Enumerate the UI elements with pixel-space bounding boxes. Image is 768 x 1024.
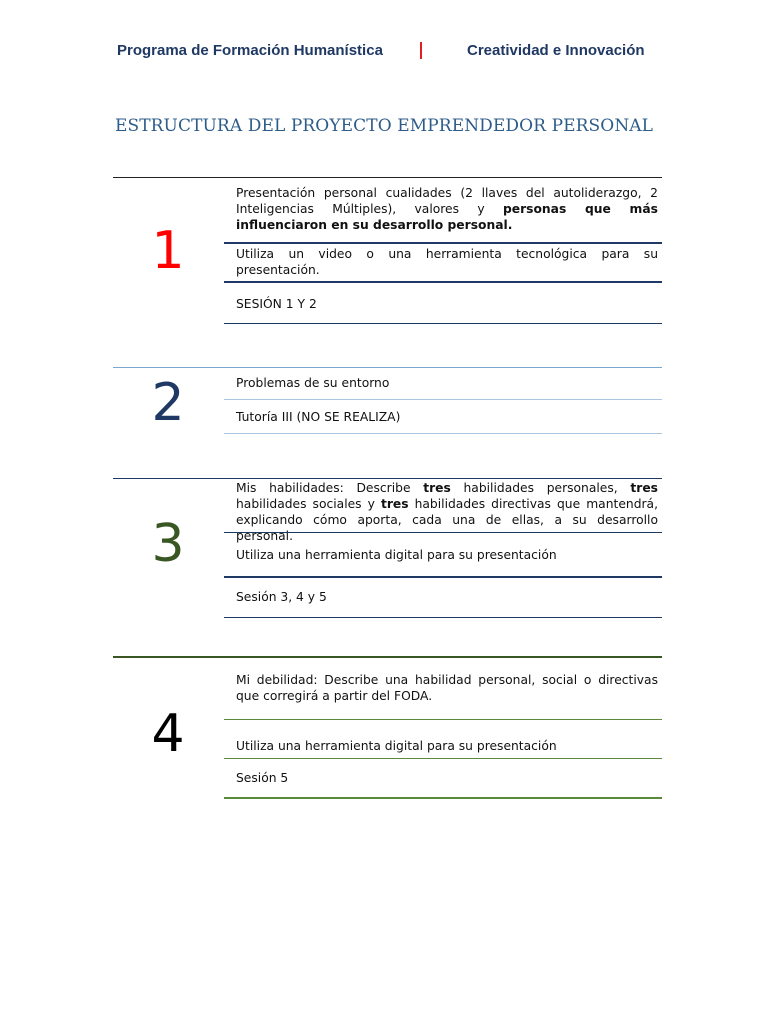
section-description: Problemas de su entorno bbox=[236, 376, 390, 390]
divider bbox=[224, 758, 662, 759]
divider bbox=[113, 367, 662, 368]
header-course-title: Creatividad e Innovación bbox=[467, 42, 645, 59]
divider bbox=[113, 478, 662, 479]
description-text: Presentación personal cualidades (2 llaves del autoliderazgo, 2 Inteligencias Múltiples), valores y bbox=[236, 186, 658, 216]
section-tool: Utiliza una herramienta digital para su presentación bbox=[236, 548, 557, 562]
section-description bbox=[236, 480, 658, 544]
description-bold: tres bbox=[630, 481, 658, 495]
divider bbox=[224, 797, 662, 799]
divider bbox=[113, 177, 662, 178]
section-number: 1 bbox=[151, 221, 185, 281]
divider bbox=[224, 281, 662, 283]
header-program-title: Programa de Formación Humanística bbox=[117, 42, 383, 59]
section-description bbox=[236, 185, 658, 233]
divider bbox=[224, 617, 662, 618]
section-tool: Utiliza una herramienta digital para su presentación bbox=[236, 739, 557, 753]
section-session: Tutoría III (NO SE REALIZA) bbox=[236, 410, 401, 424]
section-tool: Utiliza un video o una herramienta tecnológica para su presentación. bbox=[236, 247, 658, 277]
description-bold: personas que más influenciaron en su desarrollo personal. bbox=[236, 202, 658, 232]
description-bold: tres bbox=[423, 481, 451, 495]
document-title: ESTRUCTURA DEL PROYECTO EMPRENDEDOR PERSONAL bbox=[114, 116, 654, 136]
divider bbox=[224, 323, 662, 324]
divider bbox=[224, 532, 662, 533]
section-session: Sesión 3, 4 y 5 bbox=[236, 590, 327, 604]
divider bbox=[224, 433, 662, 434]
section-description: Mi debilidad: Describe una habilidad personal, social o directivas que corregirá a partir del FODA. bbox=[236, 673, 658, 703]
section-number: 2 bbox=[151, 373, 185, 433]
header-separator bbox=[420, 42, 422, 59]
section-session: Sesión 5 bbox=[236, 771, 289, 785]
description-text: habilidades directivas que mantendrá, explicando cómo aporta, cada una de ellas, a su desarrollo personal. bbox=[236, 497, 658, 543]
divider bbox=[113, 656, 662, 658]
section-number: 3 bbox=[151, 514, 185, 574]
divider bbox=[224, 719, 662, 720]
divider bbox=[224, 576, 662, 578]
section-session: SESIÓN 1 Y 2 bbox=[236, 297, 317, 311]
description-text: habilidades sociales y bbox=[236, 497, 381, 511]
section-number: 4 bbox=[151, 704, 185, 764]
description-text: habilidades personales, bbox=[450, 481, 631, 495]
divider bbox=[224, 399, 662, 400]
description-text: Mis habilidades: Describe bbox=[236, 481, 424, 495]
divider bbox=[224, 242, 662, 244]
description-bold: tres bbox=[380, 497, 409, 511]
